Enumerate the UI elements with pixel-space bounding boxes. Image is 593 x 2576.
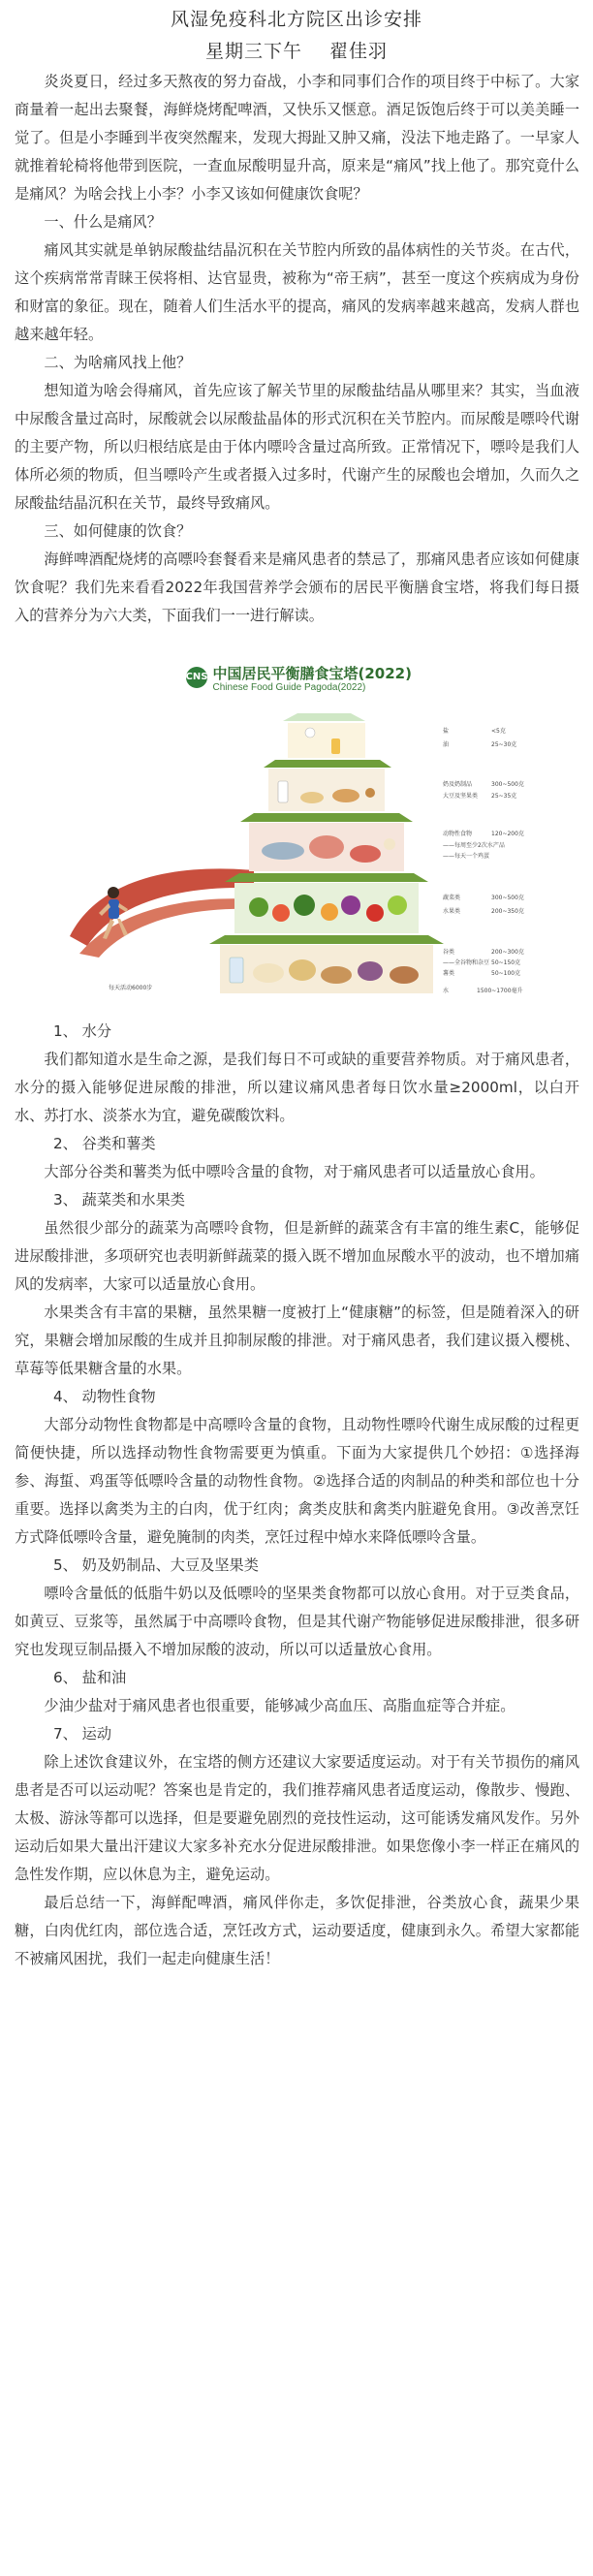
tier-amount: 300~500克 [490, 781, 524, 788]
tier-amount: 1500~1700毫升 [476, 988, 523, 994]
tier-amount: 50~100克 [490, 970, 520, 977]
tier-amount: 300~500克 [490, 895, 524, 901]
item-paragraph: 嘌呤含量低的低脂牛奶以及低嘌呤的坚果类食物都可以放心食用。对于豆类食品，如黄豆、豆浆等，虽然属于中高嘌呤食物，但是其代谢产物能够促进尿酸排泄，很多研究也发现豆制品摄入不增加尿酸的波动，所以可以适量放心食用。 [15, 1585, 579, 1658]
item-heading: 5、 奶及奶制品、大豆及坚果类 [53, 1556, 259, 1574]
tier-label: 水 [442, 988, 449, 994]
figure-subtitle: Chinese Food Guide Pagoda(2022) [212, 682, 366, 693]
tier-amount: 25~30克 [490, 741, 516, 748]
cns-logo: CNS [186, 667, 207, 688]
tier-salt-oil [288, 723, 365, 758]
tier-amount: <5克 [490, 728, 506, 735]
item-heading: 4、 动物性食物 [53, 1388, 156, 1405]
item-paragraph: 最后总结一下，海鲜配啤酒，痛风伴你走，多饮促排泄，谷类放心食，蔬果少果糖，白肉优红肉，部位选合适，烹饪改方式，运动要适度，健康到永久。希望大家都能不被痛风困扰，我们一起走向健康生活！ [15, 1894, 579, 1967]
item-heading: 2、 谷类和薯类 [53, 1135, 156, 1152]
tier-amount: 200~300克 [490, 949, 524, 956]
clinic-doctor: 翟佳羽 [329, 41, 389, 62]
item-paragraph: 大部分谷类和薯类为低中嘌呤含量的食物，对于痛风患者可以适量放心食用。 [44, 1163, 545, 1180]
tier-label: 薯类 [442, 970, 454, 977]
figure-title: 中国居民平衡膳食宝塔(2022) [212, 665, 412, 682]
item-paragraph: 除上述饮食建议外，在宝塔的侧方还建议大家要适度运动。对于有关节损伤的痛风患者是否可以运动呢？答案也是肯定的，我们推荐痛风患者适度运动，像散步、慢跑、太极、游泳等都可以选择，但是要避免剧烈的竞技性运动，这可能诱发痛风发作。另外运动后如果大量出汗建议大家多补充水分促进尿酸排泄。如果您像小李一样正在痛风的急性发作期，应以休息为主，避免运动。 [15, 1753, 579, 1883]
item-paragraph: 虽然很少部分的蔬菜为高嘌呤食物，但是新鲜的蔬菜含有丰富的维生素C，能够促进尿酸排泄，多项研究也表明新鲜蔬菜的摄入既不增加血尿酸水平的波动，也不增加痛风的发病率，大家可以适量放心食用。 [15, 1219, 579, 1293]
section-heading: 三、如何健康的饮食？ [44, 522, 192, 540]
section-heading: 一、什么是痛风？ [44, 213, 162, 231]
section-heading: 二、为啥痛风找上他？ [44, 354, 192, 371]
clinic-schedule-subtitle [0, 35, 593, 68]
tier-amount: 120~200克 [490, 831, 524, 837]
clinic-weekday: 星期三下午 [204, 41, 302, 62]
tier-label: 动物性食物 [442, 831, 472, 837]
item-paragraph: 水果类含有丰富的果糖，虽然果糖一度被打上“健康糖”的标签，但是随着深入的研究，果糖会增加尿酸的生成并且抑制尿酸的排泄。对于痛风患者，我们建议摄入樱桃、草莓等低果糖含量的水果。 [15, 1304, 579, 1377]
intro-paragraph: 炎炎夏日，经过多天熬夜的努力奋战，小李和同事们合作的项目终于中标了。大家商量着一起出去聚餐，海鲜烧烤配啤酒，又快乐又惬意。酒足饭饱后终于可以美美睡一觉了。但是小李睡到半夜突然醒来，发现大拇趾又肿又痛，没法下地走路了。一早家人就推着轮椅将他带到医院，一查血尿酸明显升高，原来是“痛风”找上他了。那究竟什么是痛风？为啥会找上小李？小李又该如何健康饮食呢？ [15, 73, 579, 203]
section-paragraph: 想知道为啥会得痛风，首先应该了解关节里的尿酸盐结晶从哪里来？其实，当血液中尿酸含量过高时，尿酸就会以尿酸盐晶体的形式沉积在关节腔内。而尿酸是嘌呤代谢的主要产物，所以归根结底是由于体内嘌呤含量过高所致。正常情况下，嘌呤是我们人体所必须的物质，但当嘌呤产生或者摄入过多时，代谢产生的尿酸也会增加，久而久之尿酸盐结晶沉积在关节，最终导致痛风。 [15, 382, 579, 512]
item-heading: 1、 水分 [53, 1022, 112, 1040]
tier-amount: 200~350克 [490, 908, 524, 915]
tier-label: 大豆及坚果类 [442, 793, 478, 800]
item-heading: 7、 运动 [53, 1725, 112, 1743]
tier-label: 奶及奶制品 [442, 781, 472, 788]
tier-label: ——每周至少2次水产品 [442, 842, 505, 849]
clinic-schedule-title: 风湿免疫科北方院区出诊安排 [170, 9, 422, 30]
item-heading: 6、 盐和油 [53, 1669, 127, 1686]
section-paragraph: 海鲜啤酒配烧烤的高嘌呤套餐看来是痛风患者的禁忌了，那痛风患者应该如何健康饮食呢？我们先来看看2022年我国营养学会颁布的居民平衡膳食宝塔，将我们每日摄入的营养分为六大类，下面我们一一进行解读。 [15, 550, 579, 624]
section-paragraph: 痛风其实就是单钠尿酸盐结晶沉积在关节腔内所致的晶体病性的关节炎。在古代，这个疾病常常青睐王侯将相、达官显贵，被称为“帝王病”，甚至一度这个疾病成为身份和财富的象征。现在，随着人们生活水平的提高，痛风的发病率越来越高，发病人群也越来越年轻。 [15, 241, 579, 343]
tier-amount: 50~150克 [490, 959, 520, 966]
pagoda-eave [240, 813, 413, 822]
tier-label: 水果类 [442, 908, 460, 915]
tier-label: 盐 [442, 728, 449, 735]
tier-label: 蔬菜类 [442, 895, 460, 901]
pagoda-eave [209, 935, 444, 944]
item-paragraph: 大部分动物性食物都是中高嘌呤含量的食物，且动物性嘌呤代谢生成尿酸的过程更简便快捷，所以选择动物性食物需要更为慎重。下面为大家提供几个妙招：①选择海参、海蜇、鸡蛋等低嘌呤含量的动物性食物。②选择合适的肉制品的种类和部位也十分重要。选择以禽类为主的白肉，优于红肉；禽类皮肤和禽类内脏避免食用。③改善烹饪方式降低嘌呤含量，避免腌制的肉类，烹饪过程中焯水来降低嘌呤含量。 [15, 1416, 579, 1546]
tier-label: 油 [442, 741, 449, 748]
item-paragraph: 少油少盐对于痛风患者也很重要，能够减少高血压、高脂血症等合并症。 [44, 1697, 515, 1714]
tier-label: 谷类 [442, 949, 454, 956]
tier-amount: 25~35克 [490, 793, 516, 800]
food-pagoda-illustration [60, 645, 535, 1004]
article-body [0, 68, 593, 1973]
pagoda-roof [283, 713, 365, 721]
item-heading: 3、 蔬菜类和水果类 [53, 1191, 185, 1209]
walk-label: 每天活动6000步 [108, 985, 152, 991]
pagoda-eave [264, 760, 391, 768]
tier-label: ——每天一个鸡蛋 [442, 853, 489, 860]
food-pagoda-figure [60, 645, 535, 1004]
tier-label: ——全谷物和杂豆 [442, 959, 489, 966]
item-paragraph: 我们都知道水是生命之源，是我们每日不可或缺的重要营养物质。对于痛风患者，水分的摄入能够促进尿酸的排泄，所以建议痛风患者每日饮水量≥2000ml，以白开水、苏打水、淡茶水为宜，避免碳酸饮料。 [15, 1051, 579, 1124]
pagoda-eave [225, 873, 428, 882]
